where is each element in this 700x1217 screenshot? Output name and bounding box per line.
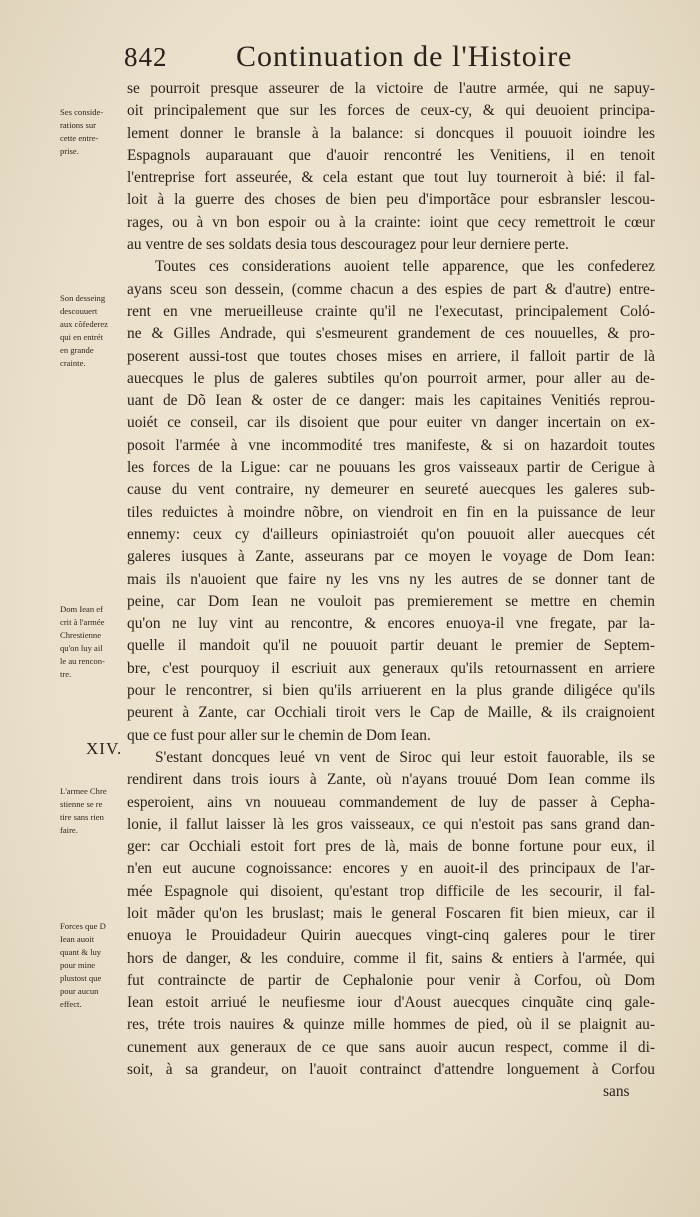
page-number: 842: [124, 42, 168, 72]
text-line: oit principalement que sur les forces de ceux-cy, & qui deuoient principa-: [127, 102, 655, 120]
margin-note-line: qu'on luy ail: [60, 643, 103, 653]
text-line: S'estant doncques leué vn vent de Siroc qui leur estoit fauorable, ils se: [155, 748, 655, 766]
text-line: uoiét ce conseil, car ils disoient que pour euiter vn danger incertain on ex-: [127, 414, 655, 432]
margin-note-line: faire.: [60, 825, 78, 835]
text-line: au ventre de ses soldats desia tous descouragez pour leur derniere perte.: [127, 236, 569, 254]
text-line: cunement aux generaux de ce que sans auoir aucun respect, comme il di-: [127, 1038, 655, 1056]
margin-note-line: qui en entrét: [60, 332, 103, 342]
text-line: esperoient, ains vn nouueau commandement de luy de passer à Cepha-: [127, 793, 655, 811]
text-line: tiles reduictes à moindre nõbre, on viendroit en fin en la puissance de leur: [127, 503, 655, 521]
margin-note-line: crit à l'armée: [60, 617, 105, 627]
margin-note-line: prise.: [60, 146, 79, 156]
text-line: loit à la guerre des choses de bien peu d'importãce pour esbransler lescou-: [127, 191, 655, 209]
margin-note-line: quant & luy: [60, 947, 102, 957]
catchword: sans: [603, 1083, 630, 1101]
text-line: les forces de la Ligue: car ne pouuans les gros vaisseaux partir de Cerigue à: [127, 459, 655, 477]
text-line: uant de Dõ Iean & oster de ce danger: mais les capitaines Venitiés reprou-: [127, 392, 655, 410]
margin-note-line: stienne se re: [60, 799, 103, 809]
text-line: n'en eut aucune cognoissance: encores y en auoit-il des principaux de l'ar-: [127, 860, 655, 878]
text-line: lement donner le bransle à la balance: si doncques il pouuoit ioindre les: [127, 124, 655, 142]
text-line: rages, ou à vn bon espoir ou à la crainte: ioint que cecy remettroit le cœur: [127, 213, 655, 231]
text-line: peine, car Dom Iean ne vouloit pas premierement se mettre en chemin: [127, 592, 655, 610]
margin-note-line: cette entre-: [60, 133, 99, 143]
margin-note-line: plustost que: [60, 973, 102, 983]
text-line: ger: car Occhiali estoit fort pres de là, mais de bonne fortune pour eux, il: [127, 838, 655, 856]
text-line: ne & Gilles Andrade, qui s'esmeurent grandement de ces nouuelles, & pro-: [127, 325, 655, 343]
text-line: Iean estoit arriué le neufiesme iour d'Aoust auecques cinquãte cinq gale-: [127, 994, 655, 1012]
margin-note-line: Chrestienne: [60, 630, 102, 640]
margin-note-considerations: [60, 106, 130, 158]
margin-note-line: rations sur: [60, 120, 97, 130]
text-line: rendirent dans trois iours à Zante, où n'ayans trouué Dom Iean comme ils: [127, 771, 655, 789]
text-line: posoit l'armée à vne incommodité tres manifeste, & si on hazardoit toutes: [127, 436, 655, 454]
margin-note-line: L'armee Chre: [60, 786, 107, 796]
text-line: cause du vent contraire, ny demeurer en seureté auecques les galeres sub-: [127, 481, 655, 499]
margin-note-line: Forces que D: [60, 921, 106, 931]
text-line: bre, c'est pourquoy il escriuit aux generaux qu'ils retournassent en arriere: [127, 659, 655, 677]
text-line: mée Espagnole qui disoient, qu'estant trop difficile de les secourir, il fal-: [127, 882, 655, 900]
margin-note-line: pour aucun: [60, 986, 99, 996]
text-line: poserent aussi-tost que toutes choses mises en arriere, il falloit partir de là: [127, 347, 655, 365]
margin-note-line: Iean auoit: [60, 934, 95, 944]
text-line: ayans sceu son dessein, (comme chacun a des espies de part & d'autre) entre-: [127, 280, 655, 298]
section-number: XIV.: [86, 739, 123, 758]
text-line: galeres iusques à Zante, asseurans par ce moyen le voyage de Dom Iean:: [127, 548, 655, 566]
margin-note-fleet-withdraws: [60, 785, 130, 837]
text-line: fut contraincte de partir de Cephalonie pour venir à Corfou, où Dom: [127, 971, 655, 989]
text-line: mais ils n'auoient que faire ny les vns ny les autres de se donner tant de: [127, 570, 655, 588]
text-line: hors de danger, & les conduire, comme il fit, sains & entiers à l'armée, qui: [127, 949, 655, 967]
text-line: qu'on ne luy vint au rencontre, & encores enuoya-il vne fregate, par la-: [127, 615, 655, 633]
margin-note-line: en grande: [60, 345, 94, 355]
margin-note-plan-discovered: [60, 292, 130, 370]
margin-note-line: aux cõfederez: [60, 319, 108, 329]
text-line: enuoya le Prouidadeur Quirin auecques vingt-cinq galeres pour le tirer: [127, 927, 655, 945]
margin-note-line: pour mine: [60, 960, 96, 970]
margin-note-line: Dom Iean ef: [60, 604, 103, 614]
text-line: l'entreprise fort asseurée, & cela estant que tout luy tourneroit à bié: il fal-: [127, 169, 655, 187]
margin-note-dom-iean-writes: [60, 603, 130, 681]
margin-note-line: Son desseing: [60, 293, 106, 303]
text-line: se pourroit presque asseurer de la victoire de l'autre armée, qui ne sapuy-: [127, 80, 655, 97]
running-title: Continuation de l'Histoire: [236, 40, 573, 73]
text-line: ennemy: ceux cy d'ailleurs opiniastroiét qu'on pouuoit aller auecques cét: [127, 525, 655, 543]
margin-note-line: tre.: [60, 669, 72, 679]
margin-note-line: Ses conside-: [60, 107, 104, 117]
text-line: pour le rencontrer, si bien qu'ils arriuerent en la plus grande diligéce qu'ils: [127, 682, 655, 700]
text-line: rent en vne merueilleuse crainte qu'il ne l'executast, principalement Coló-: [127, 302, 655, 320]
text-line: Espagnols auparauant que d'auoir rencontré les Venitiens, il en tenoit: [127, 146, 655, 164]
margin-note-forces: [60, 920, 130, 1011]
text-line: soit, à sa grandeur, on l'auoit contrainct d'attendre longuement à Corfou: [127, 1061, 655, 1079]
page-header: [116, 40, 676, 76]
text-line: res, tréte trois nauires & quinze mille hommes de pied, où il se plaignit au-: [127, 1016, 655, 1034]
body-text: [127, 78, 655, 1104]
text-line: auecques le plus de galeres subtiles qu'on pourroit armer, pour aller au de-: [127, 369, 655, 387]
text-line: que ce fust pour aller sur le chemin de Dom Iean.: [127, 726, 431, 744]
text-line: peurent à Zante, car Occhiali tiroit vers le Cap de Maille, & ils craignoient: [127, 704, 655, 722]
text-line: loit mãder qu'on les bruslast; mais le general Foscaren fit bien mieux, car il: [127, 904, 655, 922]
text-line: lonie, il fallut laisser là les gros vaisseaux, ce qui n'estoit pas sans grand dan-: [127, 815, 655, 833]
margin-note-line: effect.: [60, 999, 82, 1009]
margin-note-line: le au rencon-: [60, 656, 105, 666]
margin-note-line: tire sans rien: [60, 812, 104, 822]
text-line: quelle il mandoit qu'il ne pouuoit partir deuant le premier de Septem-: [127, 637, 655, 655]
text-line: Toutes ces considerations auoient telle apparence, que les confederez: [155, 258, 655, 276]
margin-note-line: descouuert: [60, 306, 98, 316]
margin-note-line: crainte.: [60, 358, 86, 368]
